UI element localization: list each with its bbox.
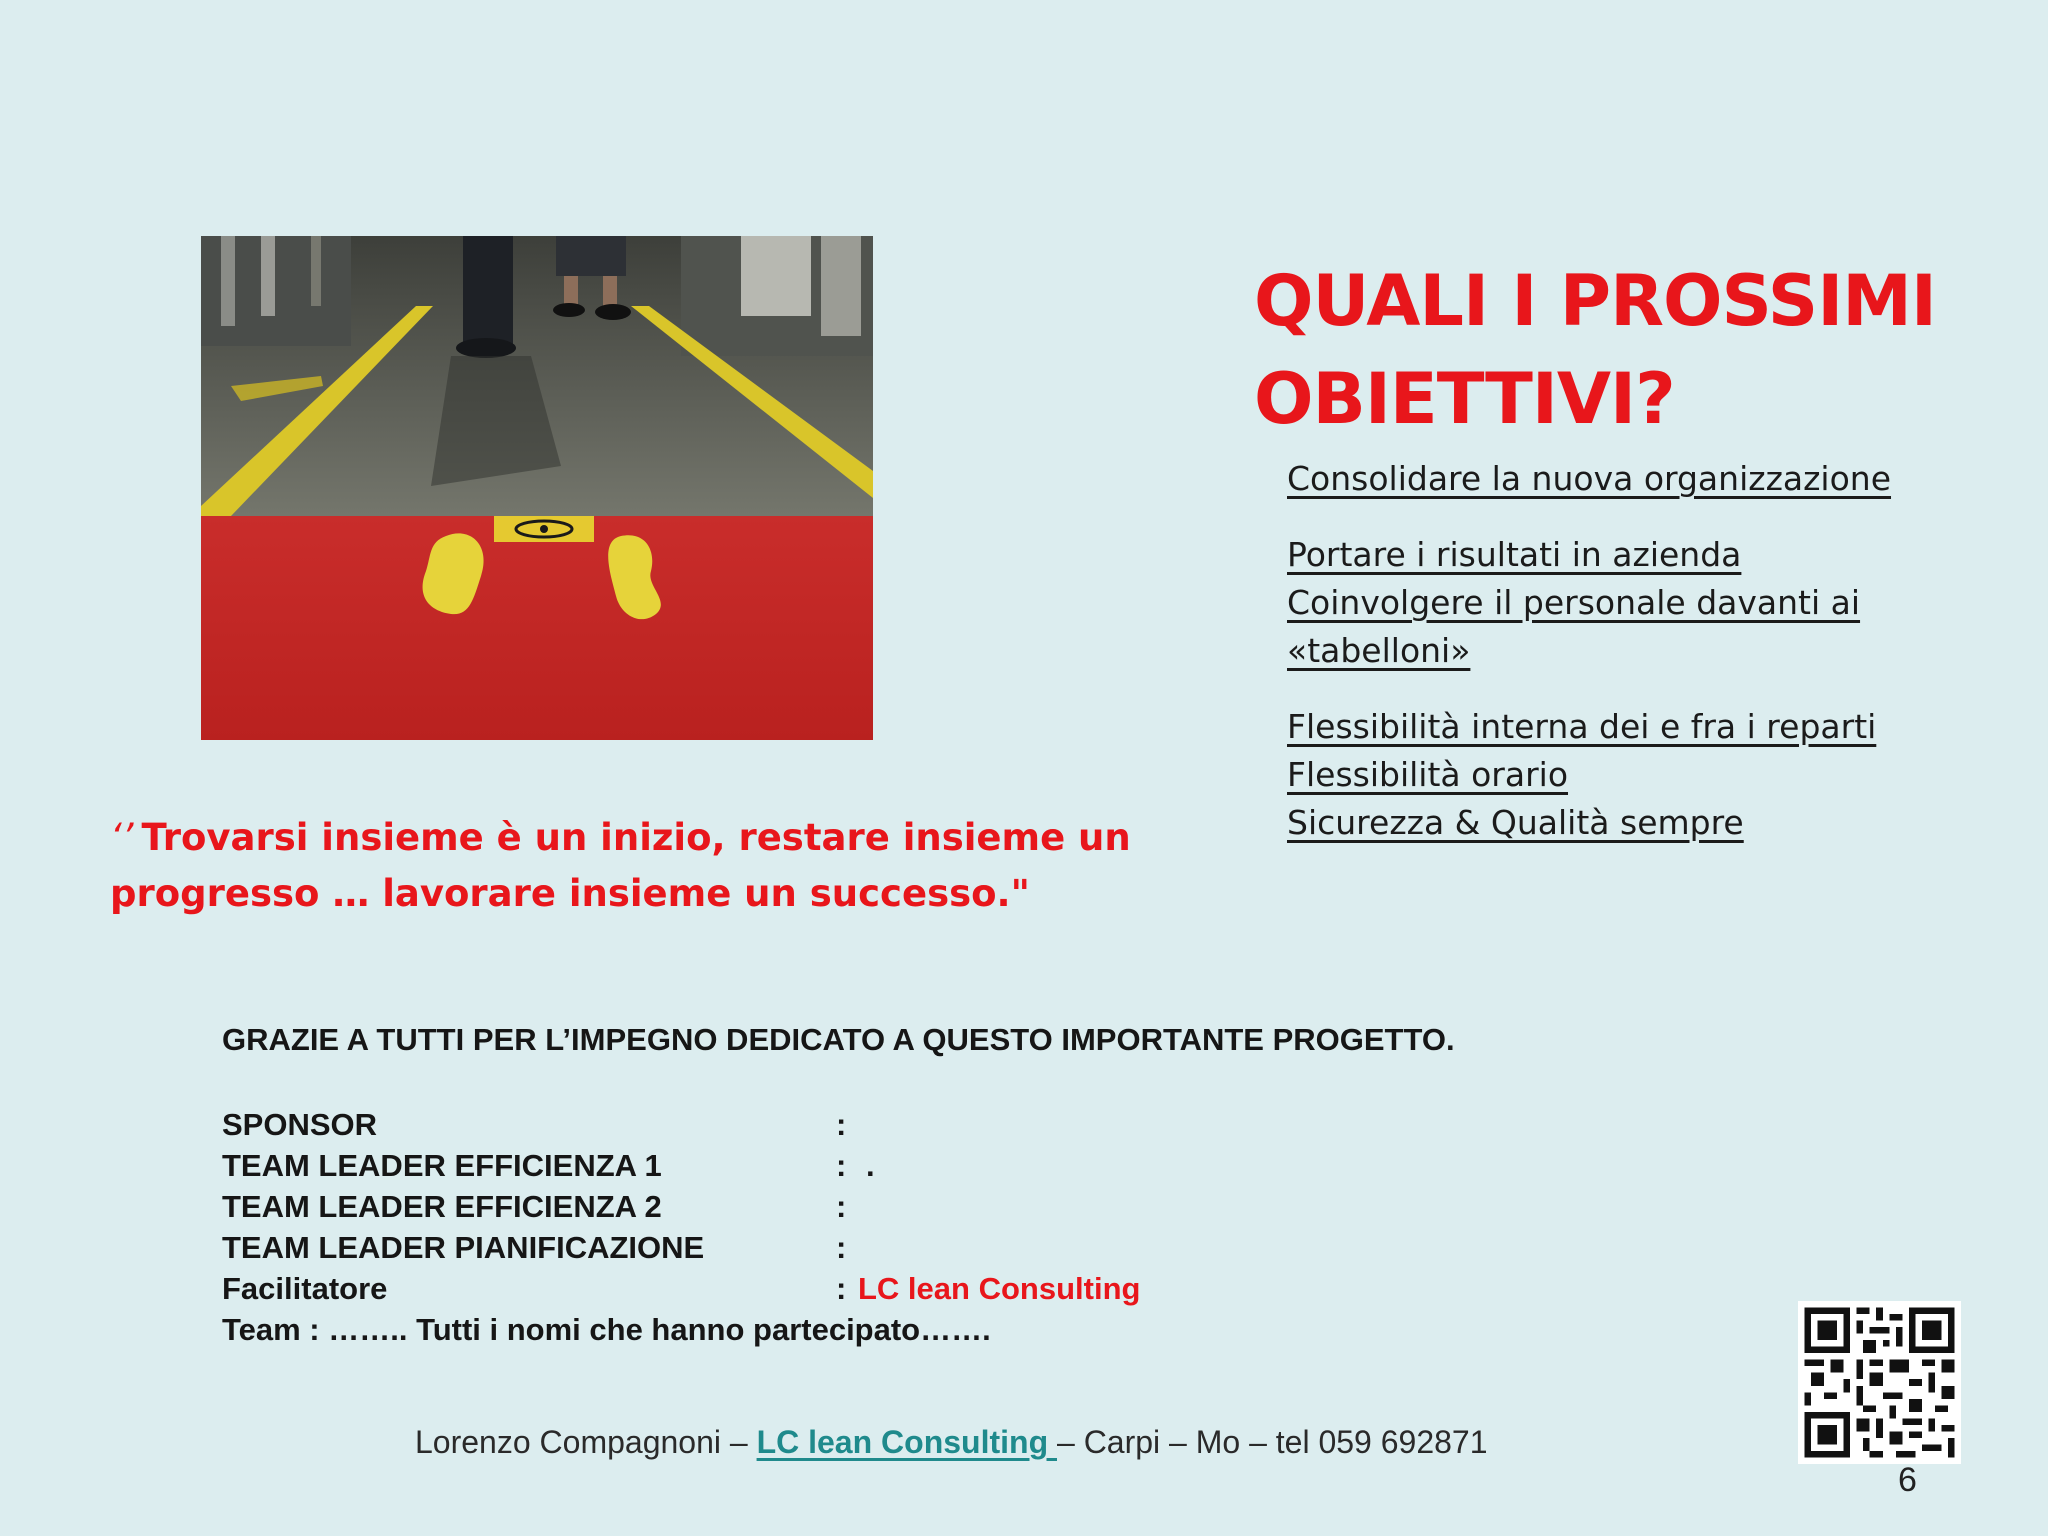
title-line-2: OBIETTIVI? bbox=[1254, 358, 1675, 440]
qr-code bbox=[1798, 1301, 1961, 1464]
quote-open-mark: ‘’ bbox=[110, 816, 134, 859]
objective-item: Coinvolgere il personale davanti ai bbox=[1287, 583, 1861, 622]
thanks-message: GRAZIE A TUTTI PER L’IMPEGNO DEDICATO A QUESTO IMPORTANTE PROGETTO. bbox=[222, 1022, 1455, 1057]
footer-company-link[interactable]: LC lean Consulting bbox=[756, 1424, 1057, 1460]
credit-colon: : bbox=[836, 1148, 847, 1183]
objective-item: Sicurezza & Qualità sempre bbox=[1287, 803, 1744, 842]
credit-role: TEAM LEADER PIANIFICAZIONE bbox=[222, 1230, 705, 1265]
footer-name: Lorenzo Compagnoni – bbox=[415, 1424, 757, 1460]
objectives-group-3 bbox=[1287, 703, 2007, 847]
footer-contact: – Carpi – Mo – tel 059 692871 bbox=[1057, 1424, 1488, 1460]
credit-role: Facilitatore bbox=[222, 1271, 388, 1306]
facilitator-value: LC lean Consulting bbox=[858, 1271, 1141, 1306]
factory-floor-photo bbox=[201, 236, 873, 740]
objective-item: Consolidare la nuova organizzazione bbox=[1287, 459, 1892, 498]
footer bbox=[415, 1424, 1488, 1461]
motivational-quote bbox=[110, 810, 1131, 922]
credit-colon: : bbox=[836, 1189, 847, 1224]
title-line-1: QUALI I PROSSIMI bbox=[1254, 260, 1936, 342]
credit-colon: : bbox=[836, 1230, 847, 1265]
credit-role: TEAM LEADER EFFICIENZA 2 bbox=[222, 1189, 662, 1224]
objective-item: «tabelloni» bbox=[1287, 631, 1471, 670]
objective-item: Flessibilità interna dei e fra i reparti bbox=[1287, 707, 1877, 746]
objectives-group-2 bbox=[1287, 531, 2007, 675]
quote-line-2: progresso … lavorare insieme un successo." bbox=[110, 872, 1030, 915]
credit-role: SPONSOR bbox=[222, 1107, 378, 1142]
credit-value: . bbox=[866, 1148, 875, 1183]
page-number: 6 bbox=[1898, 1461, 1917, 1499]
slide-title bbox=[1254, 252, 2014, 448]
objective-item: Flessibilità orario bbox=[1287, 755, 1569, 794]
objectives-group-1 bbox=[1287, 455, 2007, 503]
objectives-list bbox=[1287, 455, 2007, 875]
credit-role: TEAM LEADER EFFICIENZA 1 bbox=[222, 1148, 662, 1183]
credit-colon: : bbox=[836, 1271, 847, 1306]
objective-item: Portare i risultati in azienda bbox=[1287, 535, 1742, 574]
credit-colon: : bbox=[836, 1107, 847, 1142]
quote-line-1: Trovarsi insieme è un inizio, restare insieme un bbox=[141, 816, 1131, 859]
team-line: Team : …….. Tutti i nomi che hanno partecipato……. bbox=[222, 1312, 991, 1347]
